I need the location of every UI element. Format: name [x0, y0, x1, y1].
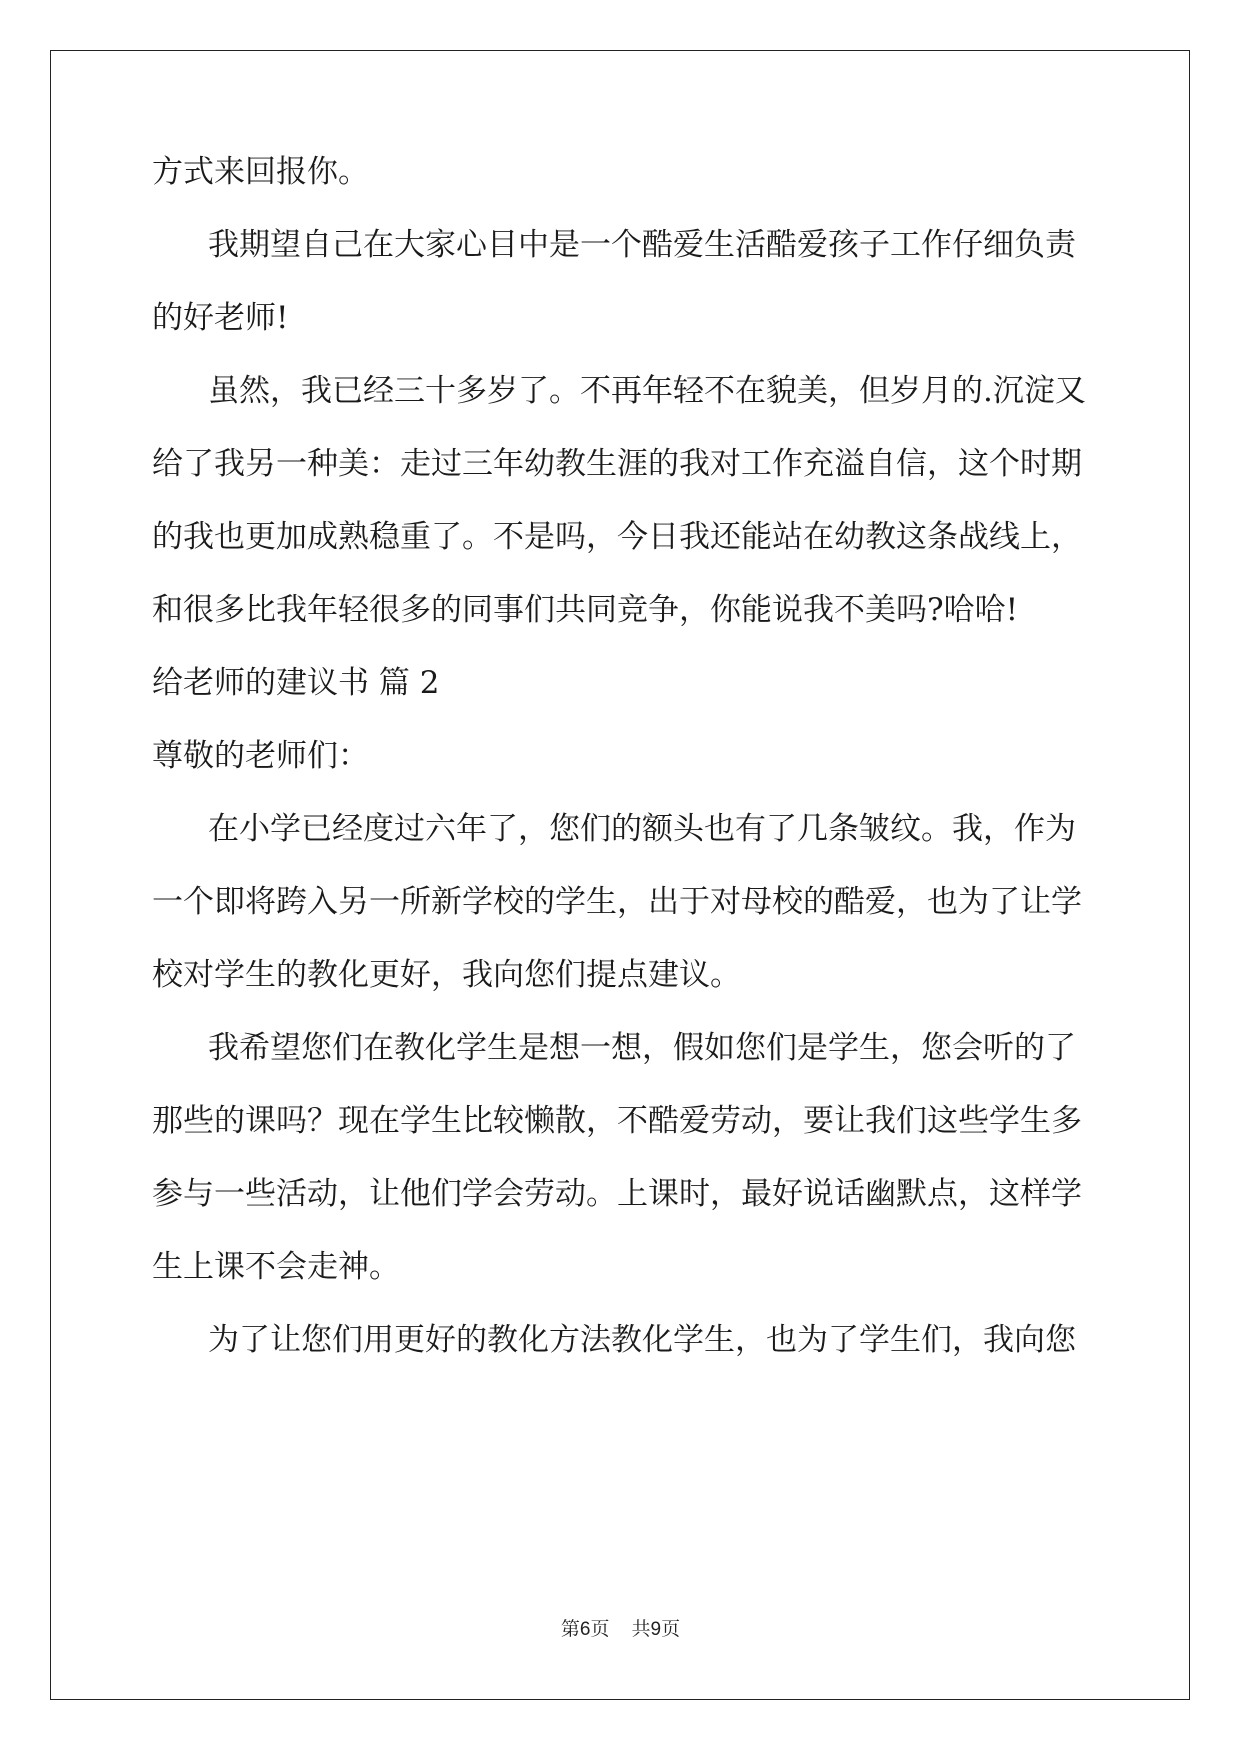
text-line: 给了我另一种美：走过三年幼教生涯的我对工作充溢自信，这个时期	[152, 446, 1082, 482]
page-suffix: 页	[590, 1618, 610, 1640]
salutation: 尊敬的老师们：	[152, 738, 369, 774]
page-footer	[0, 1614, 1241, 1641]
text-line: 生上课不会走神。	[152, 1249, 400, 1285]
text-line: 虽然，我已经三十多岁了。不再年轻不在貌美，但岁月的.沉淀又	[208, 373, 1086, 409]
total-prefix: 共	[631, 1618, 651, 1640]
section-heading: 给老师的建议书 篇 2	[152, 665, 440, 701]
text-line: 一个即将跨入另一所新学校的学生，出于对母校的酷爱，也为了让学	[152, 884, 1082, 920]
text-line: 校对学生的教化更好，我向您们提点建议。	[152, 957, 741, 993]
text-line: 参与一些活动，让他们学会劳动。上课时，最好说话幽默点，这样学	[152, 1176, 1082, 1212]
text-line: 方式来回报你。	[152, 154, 369, 190]
text-line: 的好老师!	[152, 300, 289, 336]
text-line: 在小学已经度过六年了，您们的额头也有了几条皱纹。我，作为	[208, 811, 1076, 847]
text-line: 为了让您们用更好的教化方法教化学生，也为了学生们，我向您	[208, 1322, 1076, 1358]
total-suffix: 页	[661, 1618, 681, 1640]
page-total: 9	[650, 1619, 662, 1640]
text-line: 那些的课吗？现在学生比较懒散，不酷爱劳动，要让我们这些学生多	[152, 1103, 1082, 1139]
page-current: 6	[579, 1619, 591, 1640]
text-line: 的我也更加成熟稳重了。不是吗，今日我还能站在幼教这条战线上，	[152, 519, 1082, 555]
text-line: 我期望自己在大家心目中是一个酷爱生活酷爱孩子工作仔细负责	[208, 227, 1076, 263]
text-line: 和很多比我年轻很多的同事们共同竞争，你能说我不美吗?哈哈!	[152, 592, 1019, 628]
text-line: 我希望您们在教化学生是想一想，假如您们是学生，您会听的了	[208, 1030, 1076, 1066]
page-prefix: 第	[560, 1618, 580, 1640]
